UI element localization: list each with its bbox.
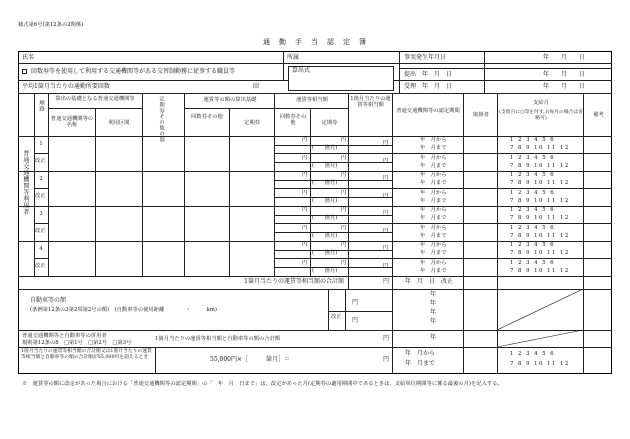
period-from: 年 月から (420, 172, 447, 178)
col-route-section: 利用区間 (108, 120, 130, 126)
pay-months-a[interactable]: 1 2 3 4 5 6 (510, 190, 556, 196)
row-number: 4 (39, 246, 43, 252)
month-avg-yen: 円 (383, 158, 389, 164)
ratio-label: 算出式 (292, 67, 311, 74)
submit-date-value: 年 月 日 (543, 71, 586, 78)
amount-kaisu-yen: 円 (302, 137, 308, 143)
page-title: 通 勤 手 当 認 定 簿 (263, 38, 367, 46)
amount-months: ( 箇月) (312, 180, 338, 186)
amount-months: ( 箇月) (312, 215, 338, 221)
month-avg-yen: 円 (383, 263, 389, 269)
event-date-label: 事実発生年月日 (404, 54, 447, 61)
period-to: 年 月まで (420, 215, 447, 221)
period-to: 年 月まで (420, 198, 447, 204)
over-limit-yen: 円 (382, 356, 389, 363)
amount-teiki-yen: 円 (341, 172, 347, 178)
pay-months-a[interactable]: 1 2 3 4 5 6 (510, 172, 556, 178)
over-from: 年 月から (405, 350, 436, 357)
receipt-date-label: 受理 年 月 日 (404, 83, 453, 90)
amount-kaisu-yen: 円 (302, 225, 308, 231)
amount-months: ( 箇月) (312, 233, 338, 239)
col-month-avg: 1箇月当たりの運賃等相当額 (350, 96, 391, 109)
row-kaisei: 改正 (35, 193, 46, 199)
car-ymd-3: 年 (430, 309, 437, 316)
car-ymd-1: 年 (430, 291, 437, 298)
footnote: ※ 運賃等の額に改定があった場合における「普通交通機関等の認定期間」の「 年 月 日まで」は、改定があった月(定期券の適用期間中であるときは、支給単位期間等に係る最後の月)を記入する。 (22, 381, 503, 387)
monthly-days-label: 平均1箇月当たりの通勤所要回数 (22, 83, 110, 90)
col-count-group: 運賃等の額の算出基礎 (203, 97, 257, 103)
pay-months-b[interactable]: 7 8 9 10 11 12 (510, 233, 570, 239)
period-from: 年 月から (420, 242, 447, 248)
pay-months-a[interactable]: 1 2 3 4 5 6 (510, 260, 556, 266)
receipt-date-value: 年 月 日 (543, 83, 586, 90)
amount-teiki-yen: 円 (341, 137, 347, 143)
ordinary-transport-user-label: 普通交通機関等利用者 (21, 150, 29, 215)
month-avg-yen: 円 (383, 140, 389, 146)
joint-paymonth-strike (497, 330, 583, 347)
amount-kaisu-yen: 円 (302, 155, 308, 161)
affiliation-label: 所属 (287, 54, 300, 61)
period-from: 年 月から (420, 190, 447, 196)
row-number: 2 (39, 176, 43, 182)
col-amount-group: 運賃等相当額 (296, 97, 328, 103)
form-number: 様式第6号(第12条の2関係) (18, 22, 84, 28)
monthly-total-label: 1箇月当たりの運賃等相当額の合計額 (244, 278, 344, 285)
col-pay-note: (支給月に○印を付す。)(毎月の場合は省略可) (499, 110, 583, 121)
pay-months-b[interactable]: 7 8 9 10 11 12 (510, 180, 570, 186)
period-to: 年 月まで (420, 233, 447, 239)
car-ymd-4: 年 (430, 318, 437, 325)
shift-worker-checkbox-row[interactable] (22, 69, 235, 76)
pay-months-a[interactable]: 1 2 3 4 5 6 (510, 155, 556, 161)
submit-date-label: 提出 年 月 日 (404, 71, 453, 78)
month-avg-yen: 円 (383, 175, 389, 181)
checkbox-icon[interactable] (22, 69, 27, 74)
over-limit-formula: 55,000円×［ 箇月］＝ (210, 356, 291, 363)
joint-total-label: 1箇月当たりの運賃等相当額と自動車等の額の合計額 (155, 336, 281, 342)
period-to: 年 月まで (420, 163, 447, 169)
amount-teiki-yen: 円 (341, 242, 347, 248)
period-from: 年 月から (420, 225, 447, 231)
amount-kaisu-yen: 円 (302, 190, 308, 196)
pay-months-b[interactable]: 7 8 9 10 11 12 (510, 198, 570, 204)
pay-months-b[interactable]: 7 8 9 10 11 12 (510, 215, 570, 221)
joint-total-yen: 円 (382, 335, 389, 342)
month-avg-yen: 円 (383, 245, 389, 251)
col-remarks: 備考 (593, 112, 604, 118)
pay-months-b[interactable]: 7 8 9 10 11 12 (510, 268, 570, 274)
amount-months: ( 箇月) (312, 163, 338, 169)
period-to: 年 月まで (420, 145, 447, 151)
col-route-order: 順路 (38, 100, 45, 112)
col-route-group: 算出の基礎となる普通交通機関等 (55, 96, 135, 102)
pay-months-b[interactable]: 7 8 9 10 11 12 (510, 163, 570, 169)
col-handler: 取扱者 (473, 112, 489, 118)
col-period: 普通交通機関等の認定期間 (396, 108, 460, 114)
car-amount-desc: (条例第12条の3第2項第2号の額) (自動車等の使用距離 ・ km) (30, 307, 217, 313)
monthly-total-yen: 円 (382, 278, 389, 285)
monthly-total-revision: 年 月 日 改正 (405, 278, 454, 285)
period-to: 年 月まで (420, 180, 447, 186)
row-kaisei: 改正 (35, 228, 46, 234)
amount-months: ( 箇月) (312, 268, 338, 274)
month-avg-yen: 円 (383, 228, 389, 234)
checkbox-text: 回数券等を使用して利用する交通機関等がある交替制勤務に従事する職員等 (31, 68, 236, 75)
period-from: 年 月から (420, 260, 447, 266)
period-from: 年 月から (420, 155, 447, 161)
period-to: 年 月まで (420, 250, 447, 256)
car-paymonth-strike (497, 289, 583, 330)
car-kaisei: 改正 (331, 314, 342, 320)
col-pay-month: 支給月 (533, 100, 549, 106)
over-months-a: 1 2 3 4 5 6 (510, 351, 556, 357)
pay-months-a[interactable]: 1 2 3 4 5 6 (510, 242, 556, 248)
amount-months: ( 箇月) (312, 198, 338, 204)
col-ticket-kind: 定期券その他の別 (158, 96, 165, 143)
amount-teiki-yen: 円 (341, 155, 347, 161)
col-amount-teiki: 定期券 (321, 120, 338, 126)
period-from: 年 月から (420, 207, 447, 213)
amount-kaisu-yen: 円 (302, 260, 308, 266)
car-yen-2: 円 (352, 317, 359, 324)
joint-ymd: 年 (430, 334, 437, 341)
amount-teiki-yen: 円 (341, 225, 347, 231)
pay-months-b[interactable]: 7 8 9 10 11 12 (510, 250, 570, 256)
name-label: 氏名 (22, 54, 35, 61)
over-months-b: 7 8 9 10 11 12 (510, 361, 570, 367)
car-ymd-2: 年 (430, 300, 437, 307)
amount-teiki-yen: 円 (341, 207, 347, 213)
col-count-kaisu: 回数券その他 (191, 114, 223, 120)
col-route-name: 普通交通機関等の名称 (50, 116, 94, 129)
month-avg-yen: 円 (383, 193, 389, 199)
amount-teiki-yen: 円 (341, 260, 347, 266)
row-number: 3 (39, 211, 43, 217)
pay-months-b[interactable]: 7 8 9 10 11 12 (510, 145, 570, 151)
over-limit-label: 1箇月当たりの運賃等相当額の合計額又は1箇月当たりの運賃等相当額と自動車等の額の合計額が55,000円を超えるとき (21, 349, 152, 360)
period-from: 年 月から (420, 137, 447, 143)
joint-user-desc: 規則第12条の8 □第1号 □第2号 □第3号 (22, 340, 132, 346)
over-to: 年 月まで (405, 360, 436, 367)
row-number: 1 (39, 141, 43, 147)
car-yen-1: 円 (352, 299, 359, 306)
amount-kaisu-yen: 円 (302, 207, 308, 213)
times-unit: 回 (253, 83, 260, 90)
row-kaisei: 改正 (35, 158, 46, 164)
joint-user-label: 普通交通機関等と自動車等の併用者 (22, 333, 107, 339)
amount-kaisu-yen: 円 (302, 242, 308, 248)
amount-teiki-yen: 円 (341, 190, 347, 196)
pay-months-a[interactable]: 1 2 3 4 5 6 (510, 137, 556, 143)
pay-months-a[interactable]: 1 2 3 4 5 6 (510, 225, 556, 231)
col-count-teiki: 定期券 (244, 120, 260, 126)
col-amount-kaisu: 回数券その他 (279, 114, 307, 127)
month-avg-yen: 円 (383, 210, 389, 216)
amount-months: ( 箇月) (312, 145, 338, 151)
pay-months-a[interactable]: 1 2 3 4 5 6 (510, 207, 556, 213)
car-amount-label: 自動車等の額 (30, 297, 67, 304)
amount-kaisu-yen: 円 (302, 172, 308, 178)
period-to: 年 月まで (420, 268, 447, 274)
row-kaisei: 改正 (35, 263, 46, 269)
event-date-value: 年 月 日 (543, 54, 586, 61)
amount-months: ( 箇月) (312, 250, 338, 256)
